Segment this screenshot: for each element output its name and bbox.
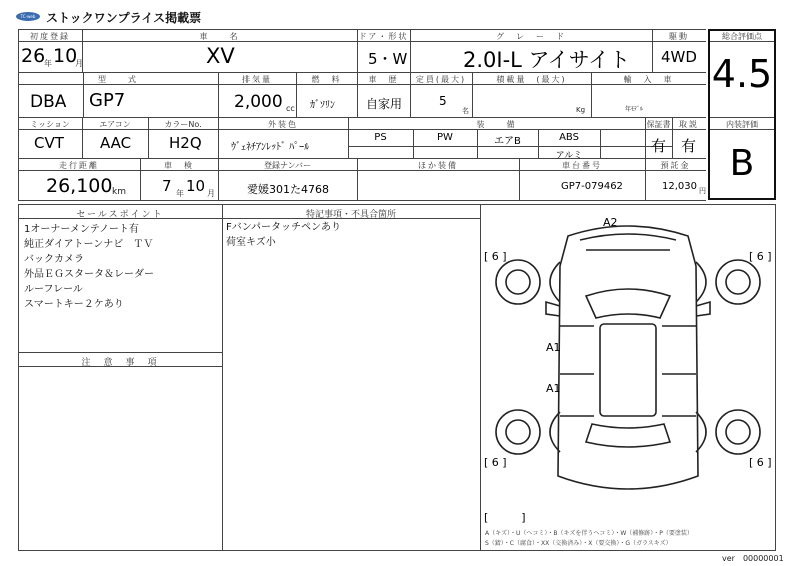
- displacement: 2,000: [234, 92, 283, 112]
- grade-label: グ レ ー ド: [496, 32, 566, 41]
- damage-mark: A1: [546, 382, 561, 395]
- sales-point: 純正ダイアトーンナビ ＴＶ: [24, 239, 154, 250]
- load-unit: Kg: [576, 106, 586, 114]
- logo: TC-web: [16, 12, 40, 21]
- interior-score: B: [729, 143, 755, 184]
- usage-label: 車 歴: [368, 75, 399, 84]
- mission: CVT: [34, 134, 64, 152]
- sales-point: ルーフレール: [24, 284, 83, 295]
- tire-tread-front-right: [ 6 ]: [749, 250, 772, 263]
- tire-tread-rear-right: [ 6 ]: [749, 456, 772, 469]
- mileage-label: 走行距離: [59, 161, 99, 170]
- year-unit: 年: [44, 59, 52, 68]
- page-title: ストックワンプライス掲載票: [46, 11, 202, 25]
- special-notes-list: [226, 220, 341, 250]
- special-note: Fバンパータッチペンあり: [226, 222, 342, 233]
- model-label: 型 式: [98, 75, 138, 84]
- tire-tread-rear-left: [ 6 ]: [484, 456, 507, 469]
- sales-point: バックカメラ: [24, 254, 84, 265]
- door-type: 5・W: [368, 50, 408, 68]
- load-label: 積載量 (最大): [496, 75, 567, 84]
- drive-label: 駆動: [669, 32, 689, 41]
- sales-points-title: セールスポイント: [76, 210, 164, 220]
- inspection-label: 車 検: [164, 161, 194, 170]
- manual-label: 取説: [679, 120, 699, 129]
- caution-title: 注 意 事 項: [81, 358, 159, 368]
- damage-mark: A2: [603, 216, 618, 229]
- yen-unit: 円: [699, 187, 706, 195]
- plate-label: 登録ナンバー: [263, 161, 312, 170]
- first-reg-year: 26: [21, 45, 46, 67]
- inspection-year: 7: [162, 177, 172, 195]
- damage-legend: A（キズ）・U（ヘコミ）・B（キズを伴うヘコミ）・W（補修跡）・P（要塗装）: [485, 530, 693, 537]
- equip-pw: PW: [437, 132, 453, 143]
- first-reg-month: 10: [53, 45, 78, 67]
- deposit-label: 預託金: [660, 161, 691, 170]
- inspection-month: 10: [186, 177, 206, 195]
- equip-abs: ABS: [559, 132, 579, 143]
- interior-score-label: 内装評価: [726, 120, 758, 129]
- sales-point: 1オーナーメンテノート有: [24, 224, 139, 235]
- capacity-label: 定員(最大): [415, 75, 467, 84]
- tire-tread-front-left: [ 6 ]: [484, 250, 507, 263]
- chassis-number: GP7-079462: [561, 181, 623, 192]
- sales-point: 外品ＥＧスタータ＆レーダー: [24, 269, 154, 280]
- mileage-unit: km: [112, 187, 126, 197]
- ac-label: エアコン: [99, 120, 131, 129]
- drive: 4WD: [661, 48, 697, 66]
- chassis-label: 車台番号: [562, 161, 602, 170]
- vehicle-damage-diagram: [482, 206, 774, 526]
- displacement-label: 排気量: [242, 75, 272, 84]
- grade: 2.0I-L アイサイト: [463, 48, 631, 72]
- import-label: 輸 入 車: [623, 75, 674, 84]
- month-unit: 月: [75, 59, 83, 68]
- exterior-label: 外装色: [268, 120, 298, 129]
- color-no-label: カラーNo.: [164, 120, 202, 129]
- overall-score-label: 総合評価点: [722, 32, 762, 41]
- special-notes-title: 特記事項・不具合箇所: [305, 210, 396, 220]
- color-no: H2Q: [169, 134, 202, 152]
- car-name-label: 車 名: [199, 32, 240, 41]
- version: ver 00000001: [722, 554, 784, 563]
- door-label: ドア・形状: [358, 32, 409, 41]
- equip-alloy: アルミ: [555, 151, 583, 161]
- warranty: 有: [651, 137, 667, 155]
- capacity-unit: 名: [462, 107, 469, 115]
- deposit: 12,030: [662, 181, 697, 192]
- import-model-year: 年ﾓﾃﾞﾙ: [625, 106, 644, 113]
- ac: AAC: [100, 134, 132, 152]
- first-reg-label: 初度登録: [30, 32, 70, 41]
- special-note: 荷室キズ小: [226, 237, 276, 248]
- spare-tire: [ ]: [484, 511, 526, 524]
- model-code: GP7: [89, 90, 126, 111]
- mission-label: ミッション: [30, 120, 70, 129]
- damage-legend: S（錆）・C（腐食）・XX（交換済み）・X（要交換）・G（ガラスキズ）: [485, 540, 672, 547]
- equipment-label: 装 備: [476, 120, 517, 129]
- equip-airbag: エアB: [494, 136, 521, 147]
- capacity: 5: [439, 94, 447, 108]
- model-prefix: DBA: [30, 92, 67, 112]
- sales-point: スマートキー２ケあり: [24, 299, 124, 310]
- damage-mark: A1: [546, 341, 561, 354]
- mileage: 26,100: [46, 175, 113, 197]
- manual: 有: [681, 137, 697, 155]
- inspection-year-unit: 年: [176, 189, 184, 198]
- sales-points-list: [24, 222, 154, 312]
- inspection-month-unit: 月: [207, 189, 215, 198]
- registration-plate: 愛媛301た4768: [247, 183, 329, 196]
- exterior-color: ｳﾞｪﾈﾁｱﾝﾚｯﾄﾞ ﾊﾟｰﾙ: [231, 142, 310, 153]
- other-equip-label: ほか装備: [418, 161, 458, 170]
- overall-score: 4.5: [711, 52, 773, 96]
- fuel-label: 燃 料: [311, 75, 342, 84]
- cc-unit: cc: [286, 104, 295, 113]
- warranty-label: 保証書: [646, 120, 671, 129]
- usage: 自家用: [366, 97, 403, 111]
- fuel: ｶﾞｿﾘﾝ: [310, 100, 335, 111]
- car-name: XV: [206, 44, 235, 68]
- equip-ps: PS: [374, 132, 387, 143]
